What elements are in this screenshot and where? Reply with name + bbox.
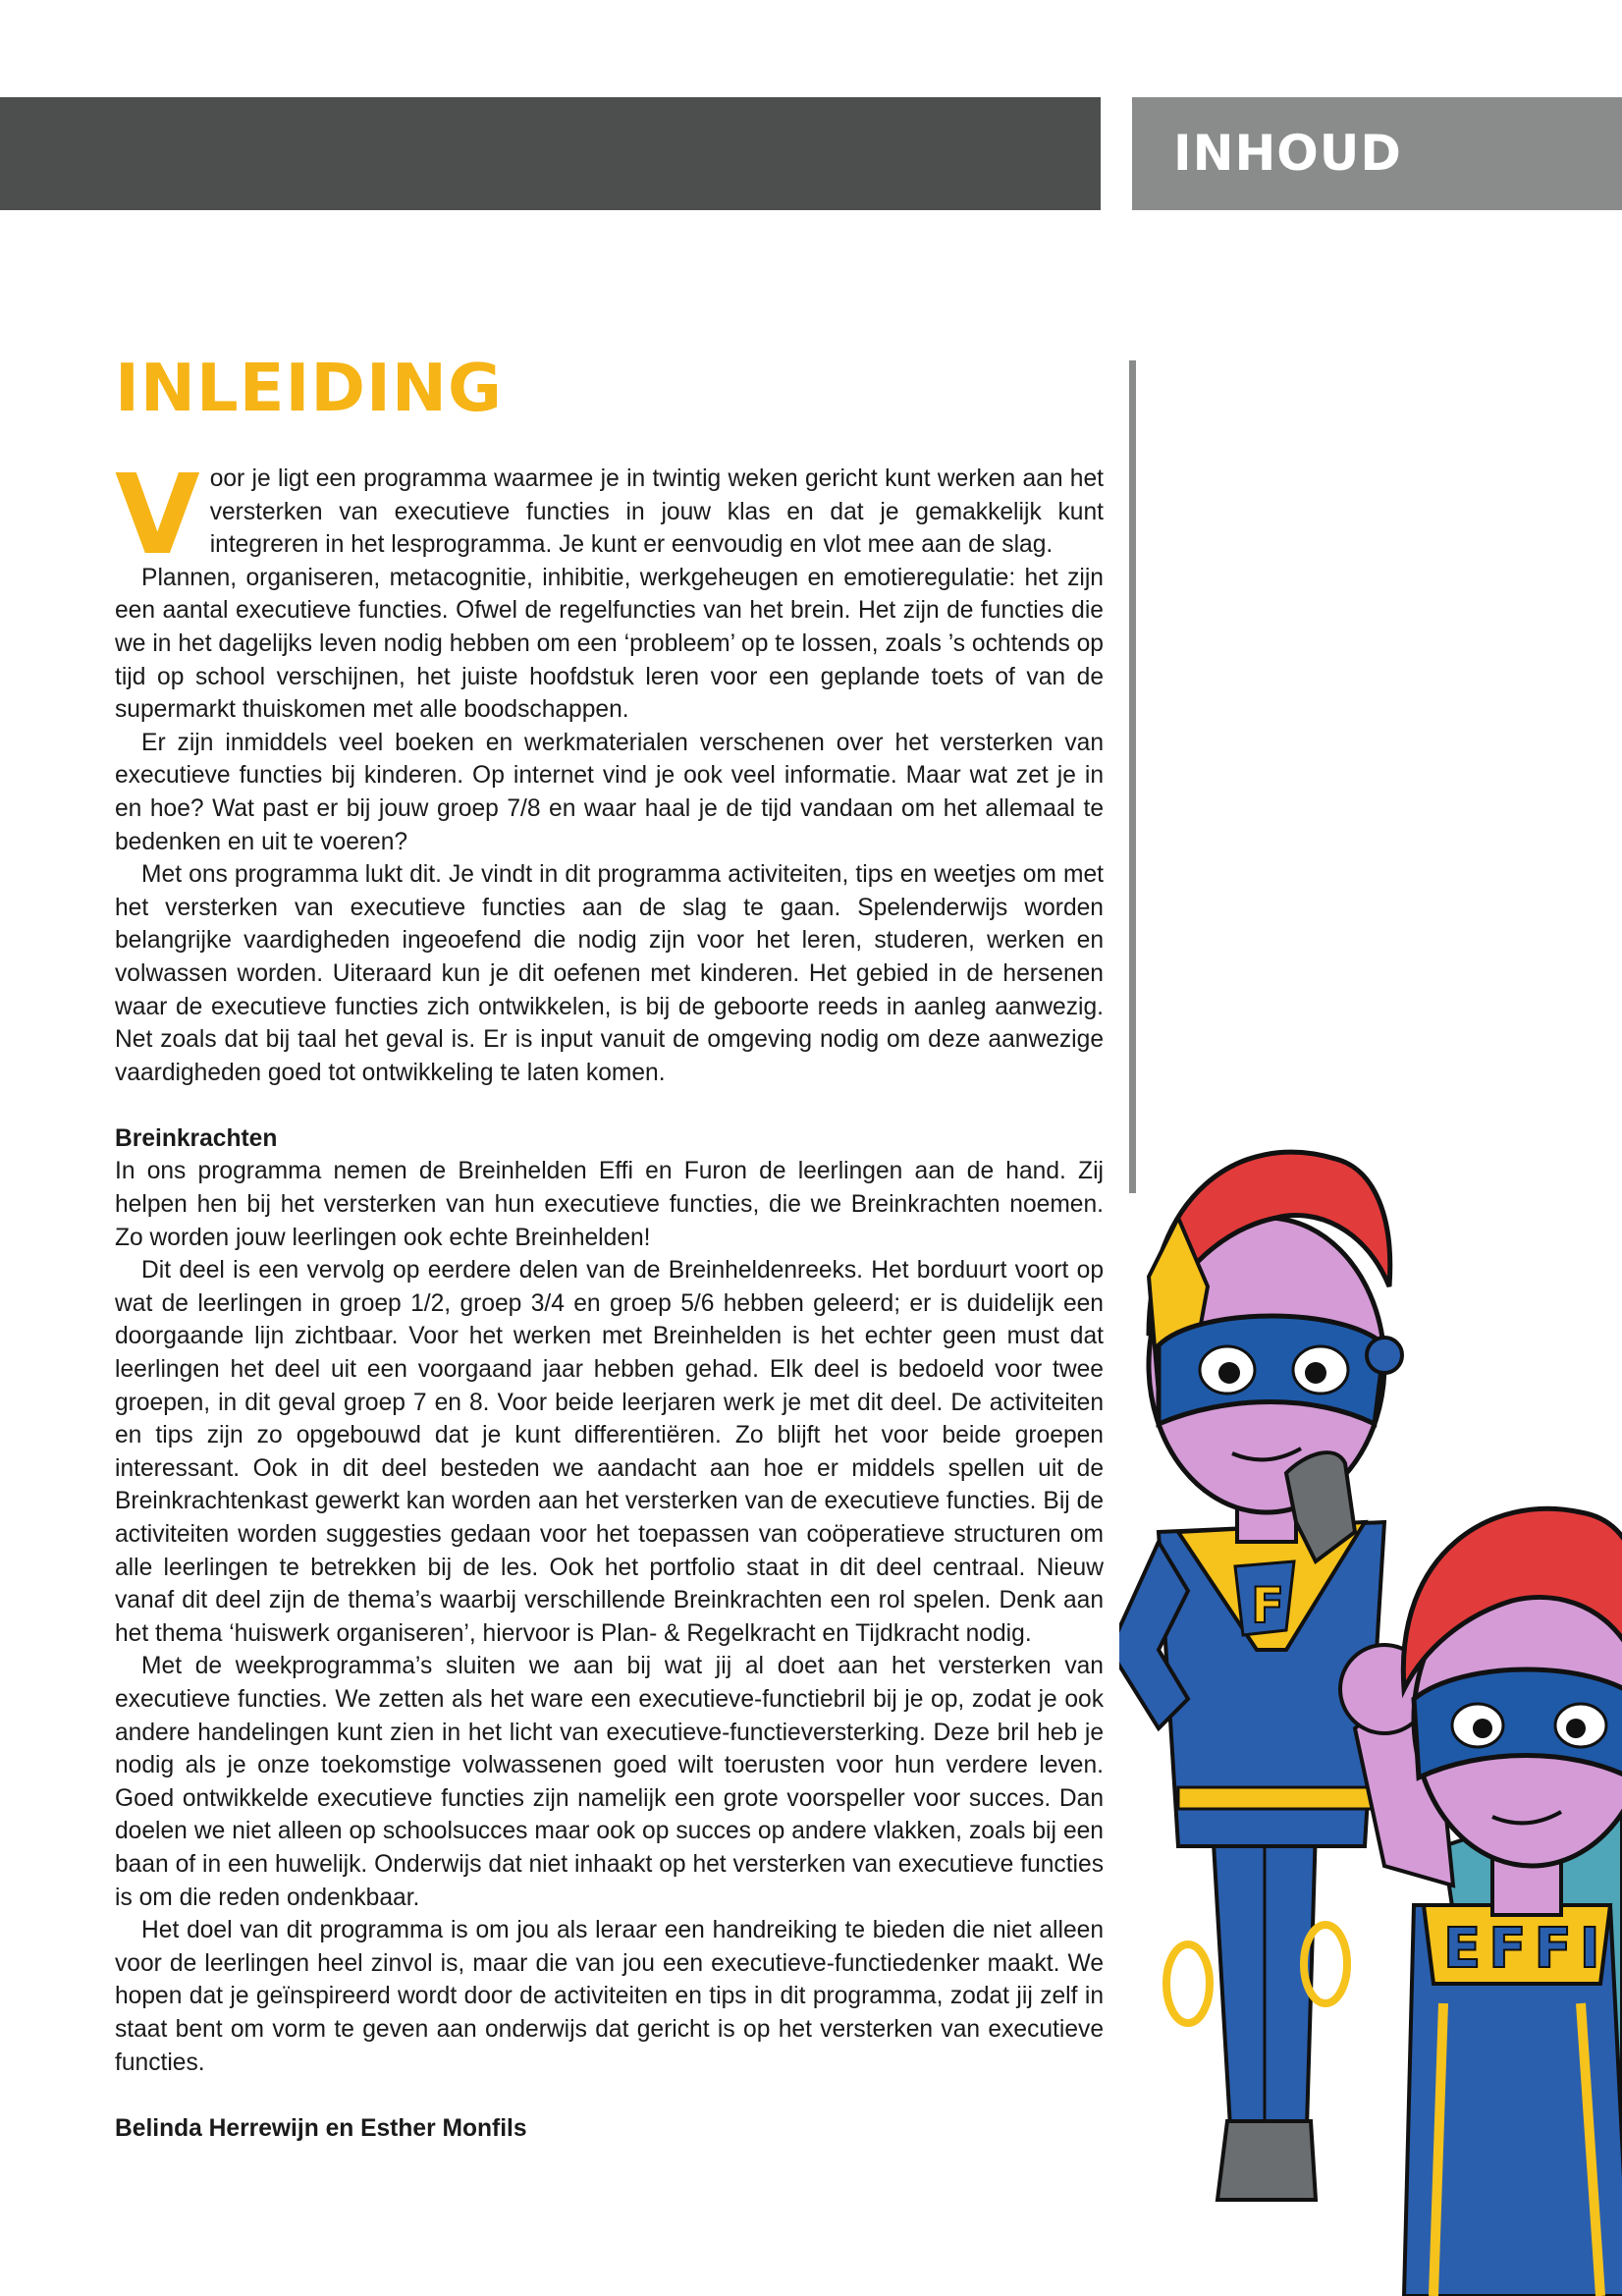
paragraph: Dit deel is een vervolg op eerdere delen van de Breinheldenreeks. Het borduurt voort op wat de leerlingen in groep 1/2, groep 3/4 en groep 5/6 hebben geleerd; er is duidelijk een doorgaande lijn zichtbaar. Voor het werken met Breinhelden is het echter geen must dat leerlingen het deel uit een voorgaand jaar hebben gehad. Elk deel is bedoeld voor twee groepen, in dit geval groep 7 en 8. Voor beide leerjaren werk je met dit deel. De activiteiten en tips zijn zo opgebouwd dat je kunt differentiëren. Zo blijft het voor beide groepen interessant. Ook in dit deel besteden we aandacht aan hoe er middels spellen uit de Breinkrachtenkast gewerkt kan worden aan het versterken van de executieve functies. Bij de activiteiten worden suggesties gedaan voor het toepassen van coöperatieve structuren om alle leerlingen te betrekken bij de les. Ook het portfolio staat in dit deel centraal. Nieuw vanaf dit deel zijn de thema’s waarbij verschillende Breinkrachten een rol spelen. Denk aan het thema ‘huiswerk organiseren’, hiervoor is Plan- & Regelkracht en Tijdkracht nodig. <box>115 1257 1104 1647</box>
author-signature: Belinda Herrewijn en Esther Monfils <box>115 2114 527 2142</box>
drop-cap: V <box>115 452 200 579</box>
intro-paragraph <box>115 452 1104 579</box>
article-body <box>115 452 1104 2145</box>
hero-effi <box>1340 1508 1622 2296</box>
paragraph: Met ons programma lukt dit. Je vindt in dit programma activiteiten, tips en weetjes om met het versterken van executieve functies aan de slag te gaan. Spelenderwijs worden belangrijke vaardigheden ingeoefend die nodig zijn voor het leren, studeren, werken en volwassen worden. Uiteraard kun je dit oefenen met kinderen. Het gebied in de hersenen waar de executieve functies zich ontwikkelen, is bij de geboorte reeds in aanleg aanwezig. Net zoals dat bij taal het geval is. Er is input vanuit de omgeving nodig om deze aanwezige vaardigheden goed tot ontwikkeling te laten komen. <box>115 861 1104 1086</box>
contents-label[interactable]: INHOUD <box>1173 125 1402 182</box>
side-rule <box>1129 360 1136 1193</box>
paragraph: Met de weekprogramma’s sluiten we aan bij wat jij al doet aan het versterken van executieve functies. We zetten als het ware een executieve-functiebril bij je op, zodat je ook andere handelingen kunt zien in het licht van executieve-functieversterking. Deze bril heb je nodig als je onze toekomstige volwassenen goed wilt toerusten voor hun verdere leven. Goed ontwikkelde executieve functies zijn namelijk een grote voorspeller voor succes. Dan doelen we niet alleen op schoolsucces maar ook op succes op andere vlakken, zoals bij een baan of in een huwelijk. Onderwijs dat niet inhaakt op het versterken van executieve functies is om die reden ondenkbaar. <box>115 1653 1104 1911</box>
page-title: INLEIDING <box>115 350 504 426</box>
section-lead: In ons programma nemen de Breinhelden Effi en Furon de leerlingen aan de hand. Zij helpen hen bij het versterken van hun executieve functies, die we Breinkrachten noemen. Zo worden jouw leerlingen ook echte Breinhelden! <box>115 1158 1104 1251</box>
paragraph: Er zijn inmiddels veel boeken en werkmaterialen verschenen over het versterken van executieve functies bij kinderen. Op internet vind je ook veel informatie. Maar wat zet je in en hoe? Wat past er bij jouw groep 7/8 en waar haal je de tijd vandaan om het allemaal te bedenken en uit te voeren? <box>115 729 1104 855</box>
hero-letters-effi: EFFI <box>1443 1917 1608 1981</box>
breinhelden-illustration <box>1119 1100 1622 2296</box>
header-bar-contents[interactable] <box>1132 97 1622 210</box>
paragraph: Het doel van dit programma is om jou als leraar een handreiking te bieden die niet alleen voor de leerlingen heel zinvol is, maar die van jou een executieve-functiedenker maakt. We hopen dat je geïnspireerd wordt door de activiteiten en tips in dit programma, zodat jij zelf in staat bent om vorm te geven aan onderwijs dat gericht is op het versterken van executieve functies. <box>115 1917 1104 2076</box>
section-heading: Breinkrachten <box>115 1124 278 1152</box>
header-bar-dark <box>0 97 1101 210</box>
paragraph: Plannen, organiseren, metacognitie, inhibitie, werkgeheugen en emotieregulatie: het zijn een aantal executieve functies. Ofwel de regelfuncties van het brein. Het zijn de functies die we in het dagelijks leven nodig hebben om een ‘probleem’ op te lossen, zoals ’s ochtends op tijd op school verschijnen, het juiste hoofdstuk leren voor een geplande toets of van de supermarkt thuiskomen met alle boodschappen. <box>115 564 1104 724</box>
intro-text: oor je ligt een programma waarmee je in twintig weken gericht kunt werken aan het versterken van executieve functies in jouw klas en dat je gemakkelijk kunt integreren in het lesprogramma. Je kunt er eenvoudig en vlot mee aan de slag. <box>209 465 1104 559</box>
hero-letter-f: F <box>1251 1577 1285 1634</box>
